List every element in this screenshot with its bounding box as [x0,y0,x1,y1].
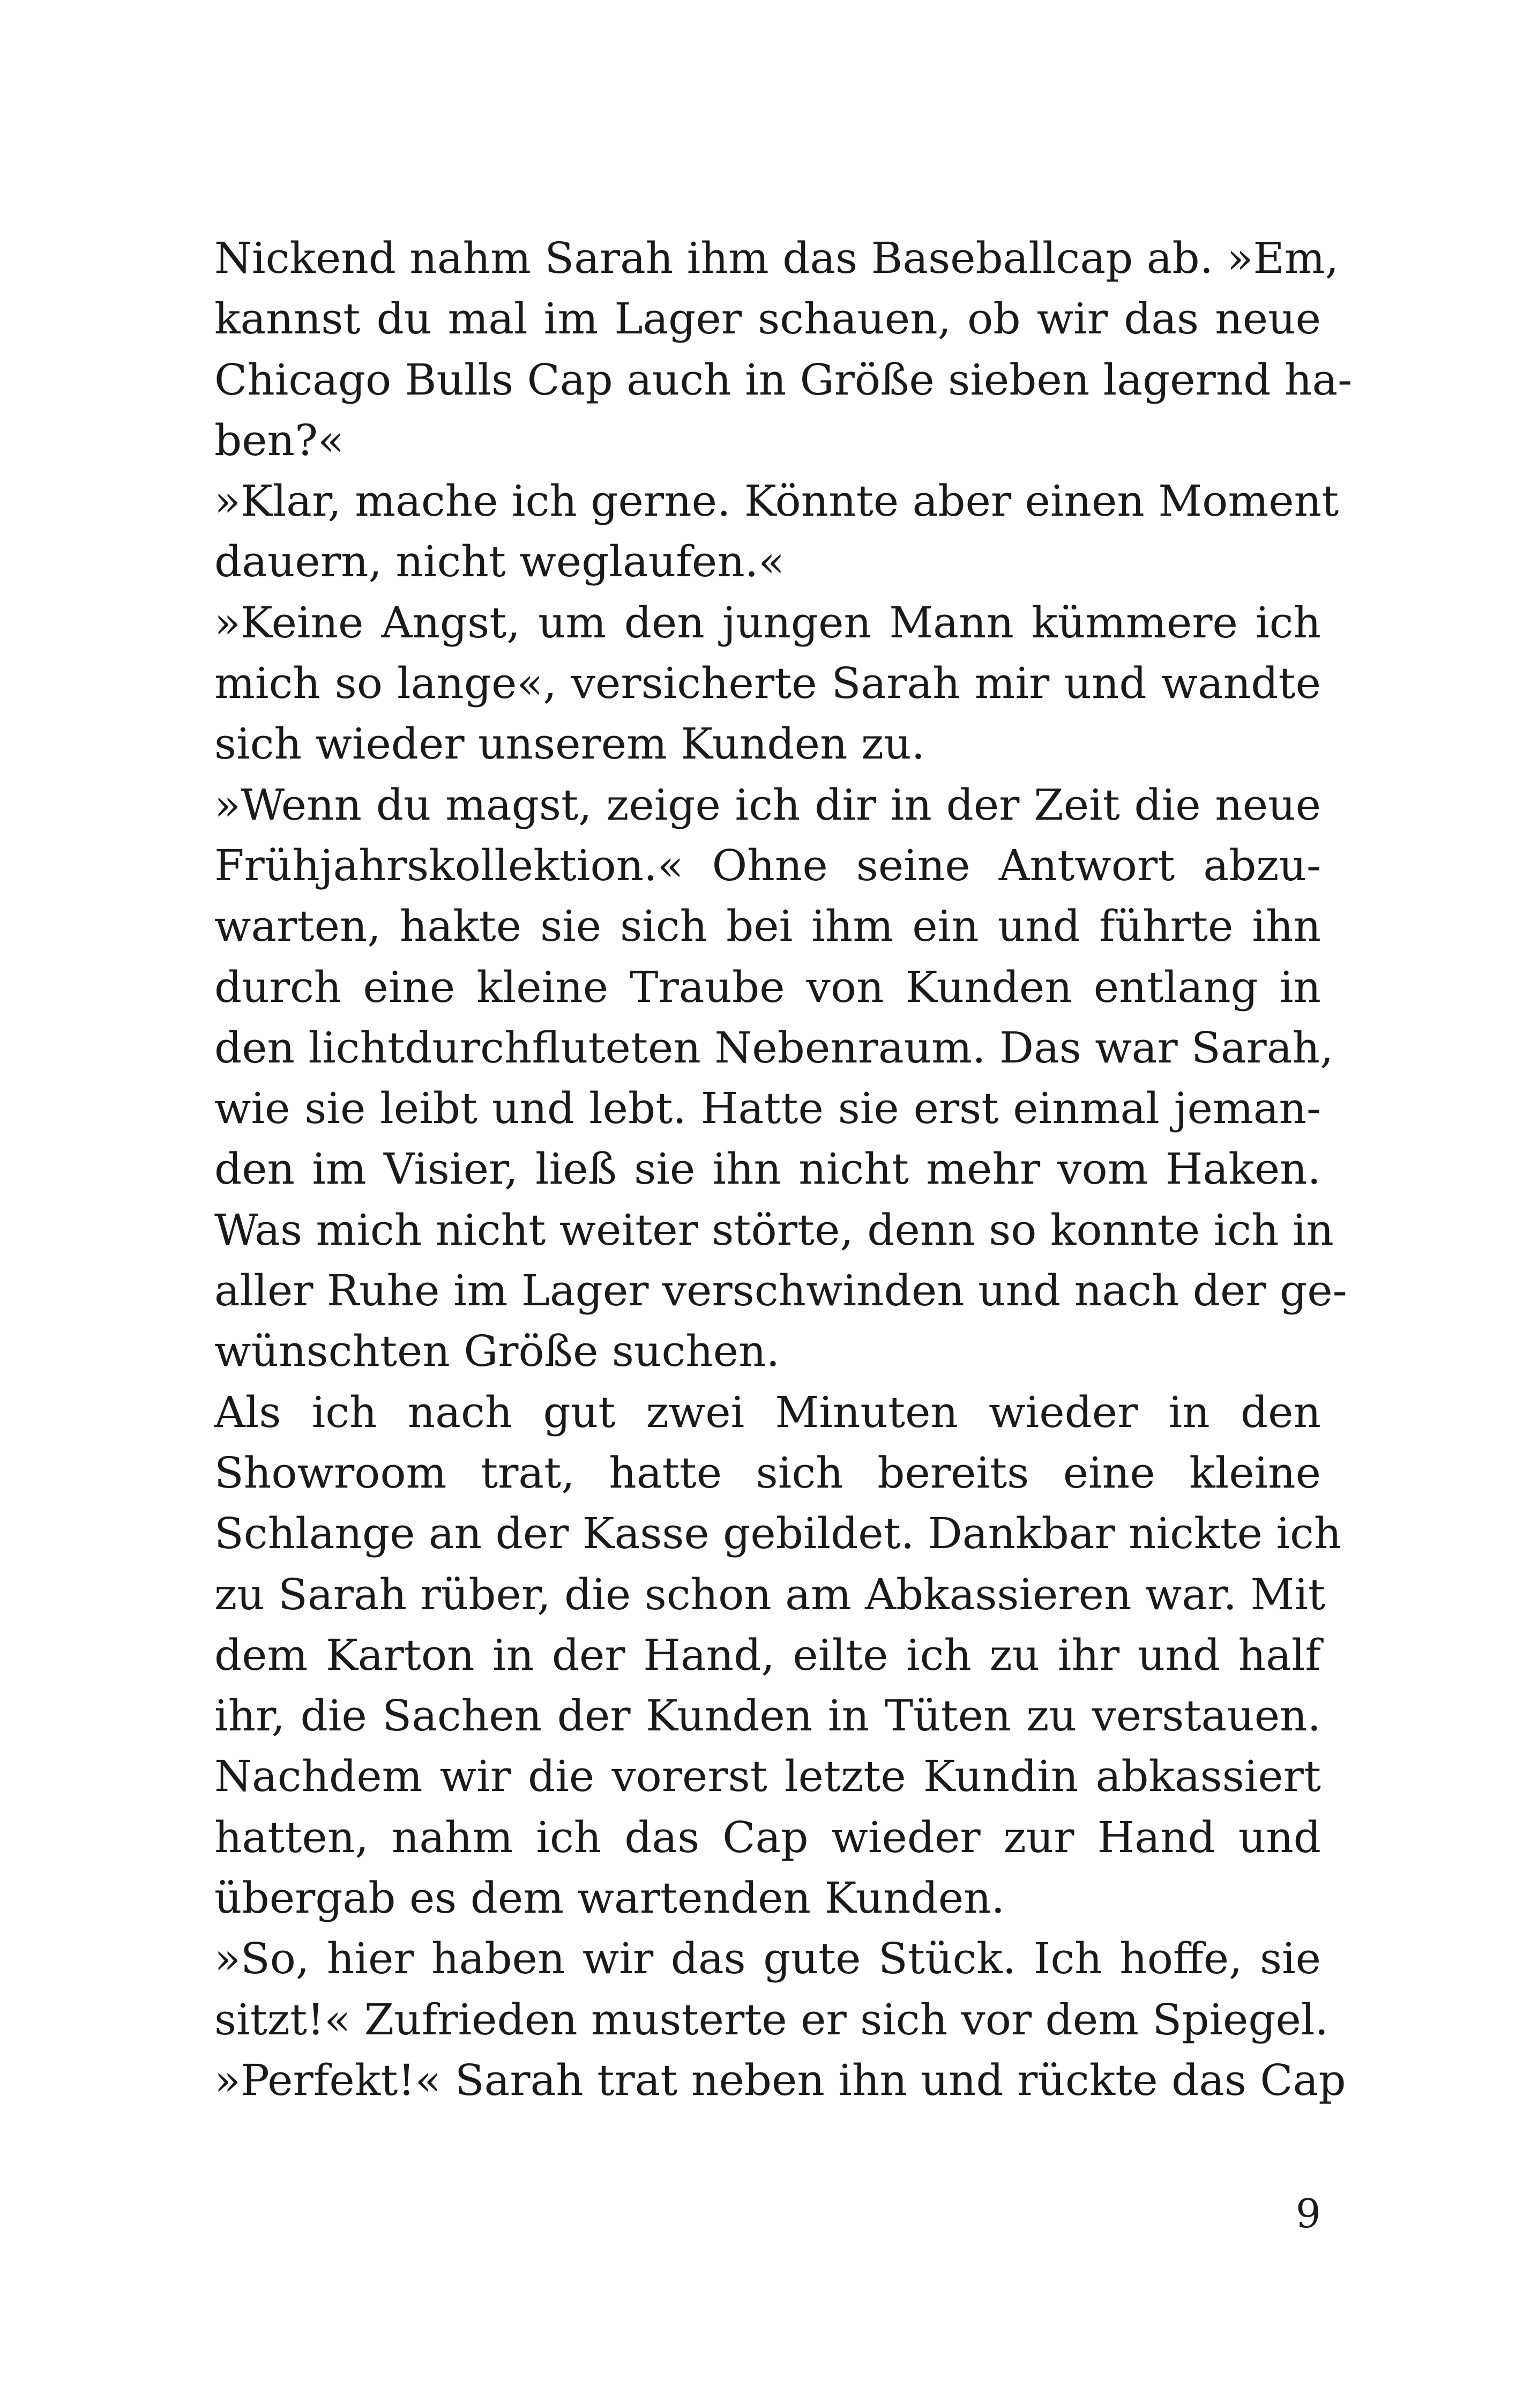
text-line: aller Ruhe im Lager verschwinden und nach der ge- [214,1266,1347,1316]
text-line: dem Karton in der Hand, eilte ich zu ihr und half [214,1630,1321,1680]
text-line: Chicago Bulls Cap auch in Größe sieben lagernd ha- [214,354,1353,405]
text-line: Schlange an der Kasse gebildet. Dankbar nickte ich [214,1508,1342,1559]
text-line: Frühjahrskollektion.« Ohne seine Antwort abzu- [214,840,1321,890]
text-line: »Klar, mache ich gerne. Könnte aber einen Moment [214,476,1339,526]
text-line: Nickend nahm Sarah ihm das Baseballcap ab. »Em, [214,233,1339,283]
text-line: ben?« [214,415,344,465]
text-line: wie sie leibt und lebt. Hatte sie erst einmal jeman- [214,1083,1321,1134]
text-line: sitzt!« Zufrieden musterte er sich vor dem Spiegel. [214,1994,1328,2045]
text-line: »Keine Angst, um den jungen Mann kümmere ich [214,597,1321,648]
text-line: zu Sarah rüber, die schon am Abkassieren war. Mit [214,1569,1326,1619]
text-line: Nachdem wir die vorerst letzte Kundin abkassiert [214,1751,1321,1802]
text-line: kannst du mal im Lager schauen, ob wir das neue [214,294,1321,344]
text-line: Was mich nicht weiter störte, denn so konnte ich in [214,1205,1334,1255]
body-text [214,228,1353,2110]
text-line: sich wieder unserem Kunden zu. [214,719,925,769]
text-line: den im Visier, ließ sie ihn nicht mehr vom Haken. [214,1144,1321,1194]
text-line: durch eine kleine Traube von Kunden entlang in [214,962,1321,1012]
text-line: mich so lange«, versicherte Sarah mir und wandte [214,658,1321,709]
text-line: wünschten Größe suchen. [214,1326,780,1377]
text-line: den lichtdurchfluteten Nebenraum. Das war Sarah, [214,1022,1334,1073]
text-line: Showroom trat, hatte sich bereits eine kleine [214,1447,1321,1498]
text-line: Als ich nach gut zwei Minuten wieder in den [214,1387,1321,1437]
text-line: hatten, nahm ich das Cap wieder zur Hand und [214,1812,1321,1862]
text-line: »So, hier haben wir das gute Stück. Ich hoffe, sie [214,1934,1321,1984]
text-line: ihr, die Sachen der Kunden in Tüten zu verstauen. [214,1691,1321,1741]
text-line: »Wenn du magst, zeige ich dir in der Zeit die neue [214,779,1321,830]
text-line: warten, hakte sie sich bei ihm ein und führte ihn [214,901,1321,952]
text-line: übergab es dem wartenden Kunden. [214,1873,1005,1923]
page-number: 9 [1295,2191,1321,2237]
text-line: »Perfekt!« Sarah trat neben ihn und rückte das Cap [214,2055,1346,2105]
text-line: dauern, nicht weglaufen.« [214,537,785,587]
